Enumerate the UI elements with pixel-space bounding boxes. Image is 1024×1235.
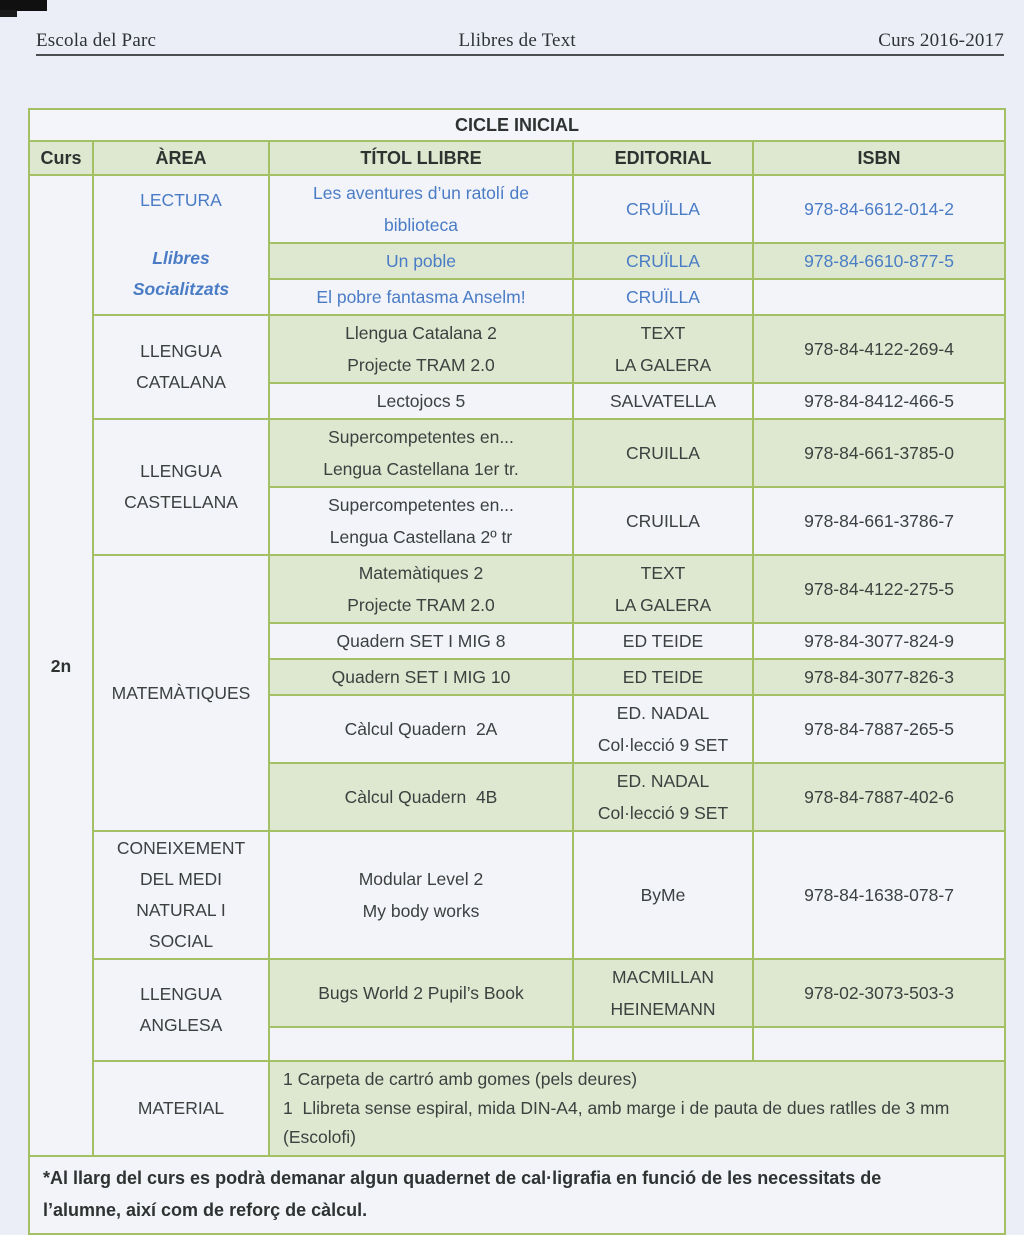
cell-text-line: 978-84-4122-275-5 <box>804 579 954 599</box>
cell-text-line: HEINEMANN <box>610 999 716 1019</box>
editorial-cell <box>573 831 753 959</box>
cell-text-line: NATURAL I <box>136 900 226 920</box>
table-title: CICLE INICIAL <box>29 109 1005 141</box>
material-items-cell <box>269 1061 1005 1156</box>
cell-text-line: Projecte TRAM 2.0 <box>347 355 495 375</box>
cell-text-line: Càlcul Quadern 2A <box>344 719 498 739</box>
isbn-cell <box>753 383 1005 419</box>
cell-text-line: DEL MEDI <box>139 869 222 889</box>
cell-text-line: 1 Llibreta sense espiral, mida DIN-A4, amb marge i de pauta de dues ratlles de 3 mm (Escolofi) <box>283 1098 955 1147</box>
col-header-isbn: ISBN <box>753 141 1005 175</box>
cell-text-line: MACMILLAN <box>611 967 715 987</box>
editorial-cell <box>573 419 753 487</box>
cell-text-line: TEXT <box>640 563 686 583</box>
cell-text-line: ED. NADAL <box>616 771 710 791</box>
curs-cell <box>29 175 93 1156</box>
isbn-cell <box>753 695 1005 763</box>
book-title-cell <box>269 315 573 383</box>
cell-text-line: 978-84-1638-078-7 <box>804 885 954 905</box>
cell-text-line: ED. NADAL <box>616 703 710 723</box>
book-title-cell <box>269 383 573 419</box>
scan-artifact-corner-small <box>0 10 17 17</box>
column-header-row <box>29 141 1005 175</box>
isbn-cell <box>753 487 1005 555</box>
book-title-cell <box>269 487 573 555</box>
cell-text-line: Lectojocs 5 <box>376 391 466 411</box>
area-group-cell <box>93 1061 269 1156</box>
cell-text-line: LA GALERA <box>614 355 712 375</box>
isbn-cell <box>753 831 1005 959</box>
editorial-cell <box>573 555 753 623</box>
cell-text-line: 978-84-6612-014-2 <box>804 199 954 219</box>
table-row <box>29 1061 1005 1156</box>
book-title-cell <box>269 279 573 315</box>
area-sublabel <box>98 243 264 305</box>
book-title-cell <box>269 243 573 279</box>
table-row <box>29 555 1005 623</box>
cell-text-line: TEXT <box>640 323 686 343</box>
cell-text-line: Matemàtiques 2 <box>358 563 484 583</box>
cell-text-line: 978-84-661-3785-0 <box>804 443 954 463</box>
cell-text-line: El pobre fantasma Anselm! <box>316 287 526 307</box>
cell-text-line: Socialitzats <box>132 279 230 299</box>
cell-text-line: Lengua Castellana 2º tr <box>329 527 513 547</box>
book-title-cell <box>269 555 573 623</box>
cell-text-line: ED TEIDE <box>622 667 704 687</box>
cell-text-line: Projecte TRAM 2.0 <box>347 595 495 615</box>
book-title-cell <box>269 959 573 1027</box>
cell-text-line: CONEIXEMENT <box>116 838 246 858</box>
header-school-name: Escola del Parc <box>36 30 157 51</box>
isbn-cell <box>753 419 1005 487</box>
isbn-cell <box>753 279 1005 315</box>
table-title-row <box>29 109 1005 141</box>
cell-text-line: 978-84-661-3786-7 <box>804 511 954 531</box>
editorial-cell <box>573 279 753 315</box>
area-group-cell <box>93 831 269 959</box>
cell-text-line: Supercompetentes en... <box>328 495 514 515</box>
book-title-cell <box>269 831 573 959</box>
cell-text-line: Llengua Catalana 2 <box>345 323 497 343</box>
cell-text-line: Bugs World 2 Pupil’s Book <box>318 983 524 1003</box>
table-row <box>29 419 1005 487</box>
cell-text-line: 1 Carpeta de cartró amb gomes (pels deures) <box>283 1069 638 1089</box>
book-title-cell <box>269 175 573 243</box>
footnote-text: *Al llarg del curs es podrà demanar algun quadernet de cal·ligrafia en funció de les necessitats de l’alumne, així com de reforç de càlcul. <box>29 1156 1005 1234</box>
isbn-cell <box>753 623 1005 659</box>
cell-text-line: 978-84-4122-269-4 <box>804 339 954 359</box>
cell-text-line: Modular Level 2 <box>358 869 484 889</box>
col-header-curs: Curs <box>29 141 93 175</box>
cell-text-line: biblioteca <box>384 215 458 235</box>
col-header-area: ÀREA <box>93 141 269 175</box>
cell-text-line: 978-84-3077-826-3 <box>804 667 954 687</box>
area-group-cell <box>93 315 269 419</box>
col-header-titol-llibre: TÍTOL LLIBRE <box>269 141 573 175</box>
textbook-table <box>28 108 1006 1235</box>
book-title-cell <box>269 763 573 831</box>
cell-text-line: SALVATELLA <box>609 391 717 411</box>
cell-text-line: LA GALERA <box>614 595 712 615</box>
cell-text-line: Col·lecció 9 SET <box>597 735 729 755</box>
cell-text-line: 978-84-7887-402-6 <box>804 787 954 807</box>
cell-text-line: MATERIAL <box>137 1098 225 1118</box>
cell-text-line: MATEMÀTIQUES <box>111 682 251 703</box>
book-title-cell <box>269 623 573 659</box>
header-document-title: Llibres de Text <box>458 30 576 51</box>
table-row <box>29 959 1005 1027</box>
cell-text-line: CRUÏLLA <box>626 287 700 307</box>
table-row <box>29 315 1005 383</box>
editorial-cell <box>573 695 753 763</box>
isbn-cell <box>753 959 1005 1027</box>
cell-text-line: 978-84-8412-466-5 <box>804 391 954 411</box>
cell-text-line: 978-84-3077-824-9 <box>804 631 954 651</box>
editorial-cell <box>573 175 753 243</box>
cell-text-line: SOCIAL <box>148 931 214 951</box>
editorial-cell <box>573 1027 753 1061</box>
isbn-cell <box>753 763 1005 831</box>
header-course-year: Curs 2016-2017 <box>878 30 1004 51</box>
cell-text-line: Llibres <box>152 248 210 268</box>
cell-text-line: LECTURA <box>140 190 222 210</box>
cell-text-line: ByMe <box>640 885 686 905</box>
isbn-cell <box>753 175 1005 243</box>
book-title-cell <box>269 659 573 695</box>
isbn-cell <box>753 243 1005 279</box>
area-group-cell <box>93 419 269 555</box>
cell-text-line: 978-02-3073-503-3 <box>804 983 954 1003</box>
table-row <box>29 831 1005 959</box>
cell-text-line: Un poble <box>385 251 457 271</box>
editorial-cell <box>573 659 753 695</box>
cell-text-line: 2n <box>50 655 72 676</box>
cell-text-line: Les aventures d’un ratolí de <box>313 183 529 203</box>
editorial-cell <box>573 763 753 831</box>
cell-text-line: CRUILLA <box>626 511 700 531</box>
cell-text-line: Quadern SET I MIG 8 <box>336 631 506 651</box>
area-group-cell <box>93 175 269 315</box>
cell-text-line: CATALANA <box>136 372 226 392</box>
editorial-cell <box>573 243 753 279</box>
cell-text-line: 978-84-6610-877-5 <box>804 251 954 271</box>
cell-text-line: CRUÏLLA <box>626 199 700 219</box>
cell-text-line: LLENGUA <box>140 984 222 1004</box>
cell-text-line: CRUÏLLA <box>626 251 700 271</box>
cell-text-line: Càlcul Quadern 4B <box>344 787 498 807</box>
cell-text-line: Supercompetentes en... <box>328 427 514 447</box>
isbn-cell <box>753 1027 1005 1061</box>
isbn-cell <box>753 555 1005 623</box>
book-title-cell <box>269 695 573 763</box>
cell-text-line: My body works <box>362 901 480 921</box>
footnote-row <box>29 1156 1005 1234</box>
isbn-cell <box>753 659 1005 695</box>
document-header <box>36 30 1004 56</box>
cell-text-line: Quadern SET I MIG 10 <box>331 667 511 687</box>
editorial-cell <box>573 959 753 1027</box>
cell-text-line: CASTELLANA <box>124 492 238 512</box>
area-group-cell <box>93 959 269 1061</box>
editorial-cell <box>573 315 753 383</box>
area-group-cell <box>93 555 269 831</box>
cell-text-line: 978-84-7887-265-5 <box>804 719 954 739</box>
cell-text-line: LLENGUA <box>140 341 222 361</box>
cell-text-line: Lengua Castellana 1er tr. <box>323 459 519 479</box>
cell-text-line: LLENGUA <box>140 461 222 481</box>
editorial-cell <box>573 623 753 659</box>
cell-text-line: CRUILLA <box>626 443 700 463</box>
table-row <box>29 175 1005 243</box>
isbn-cell <box>753 315 1005 383</box>
col-header-editorial: EDITORIAL <box>573 141 753 175</box>
editorial-cell <box>573 383 753 419</box>
book-title-cell <box>269 419 573 487</box>
cell-text-line: ED TEIDE <box>622 631 704 651</box>
editorial-cell <box>573 487 753 555</box>
cell-text-line: ANGLESA <box>139 1015 223 1035</box>
book-title-cell <box>269 1027 573 1061</box>
cell-text-line: Col·lecció 9 SET <box>597 803 729 823</box>
